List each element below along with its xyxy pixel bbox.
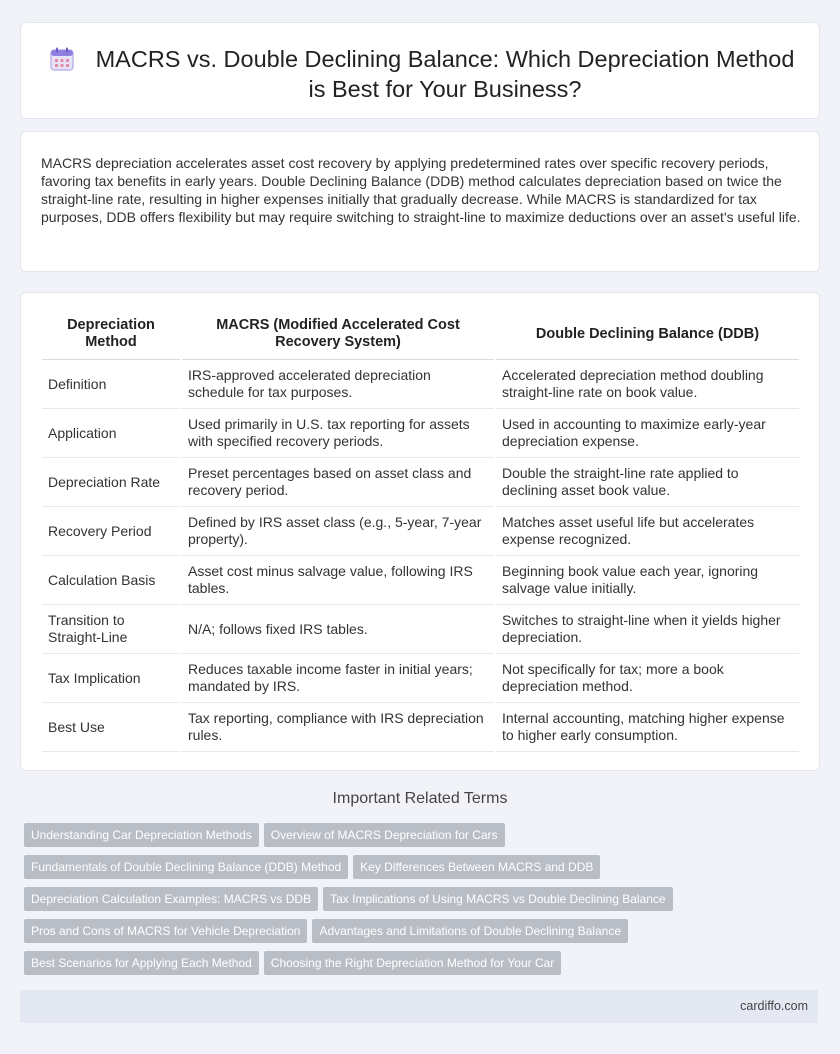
row-label: Application [42,409,181,458]
footer [20,990,818,1023]
related-term-link[interactable]: Pros and Cons of MACRS for Vehicle Depreciation [24,919,307,943]
ddb-cell: Not specifically for tax; more a book depreciation method. [495,654,799,703]
intro-text: MACRS depreciation accelerates asset cost recovery by applying predetermined rates over specific recovery periods, favoring tax benefits in early years. Double Declining Balance (DDB) method calculates depreciation based on twice the straight-line rate, resulting in higher expenses initially that gradually decrease. While MACRS is standardized for tax purposes, DDB offers flexibility but may require switching to straight-line to maximize deductions over an asset's useful life. [41,155,801,225]
ddb-cell: Used in accounting to maximize early-year depreciation expense. [495,409,799,458]
macrs-cell: Used primarily in U.S. tax reporting for assets with specified recovery periods. [181,409,495,458]
macrs-cell: IRS-approved accelerated depreciation schedule for tax purposes. [181,360,495,409]
table-row [42,458,799,507]
comparison-table-card [20,292,820,771]
row-label: Transition to Straight-Line [42,605,181,654]
related-term-link[interactable]: Depreciation Calculation Examples: MACRS vs DDB [24,887,318,911]
intro-card [20,131,820,272]
table-row [42,605,799,654]
ddb-cell: Internal accounting, matching higher expense to higher early consumption. [495,703,799,752]
row-label: Recovery Period [42,507,181,556]
table-row [42,409,799,458]
related-term-link[interactable]: Understanding Car Depreciation Methods [24,823,259,847]
row-label: Depreciation Rate [42,458,181,507]
macrs-cell: Tax reporting, compliance with IRS depreciation rules. [181,703,495,752]
ddb-cell: Switches to straight-line when it yields higher depreciation. [495,605,799,654]
table-header-row [42,309,799,360]
table-row [42,654,799,703]
comparison-table [42,309,799,752]
related-terms-list [24,823,724,983]
related-term-link[interactable]: Advantages and Limitations of Double Declining Balance [312,919,628,943]
row-label: Calculation Basis [42,556,181,605]
related-term-link[interactable]: Overview of MACRS Depreciation for Cars [264,823,505,847]
related-term-link[interactable]: Key Differences Between MACRS and DDB [353,855,600,879]
table-row [42,556,799,605]
related-term-link[interactable]: Choosing the Right Depreciation Method for Your Car [264,951,562,975]
header-method: Depreciation Method [42,309,181,360]
related-term-link[interactable]: Best Scenarios for Applying Each Method [24,951,259,975]
row-label: Best Use [42,703,181,752]
row-label: Definition [42,360,181,409]
table-row [42,360,799,409]
header-macrs: MACRS (Modified Accelerated Cost Recovery System) [181,309,495,360]
header-card [20,22,820,119]
ddb-cell: Beginning book value each year, ignoring salvage value initially. [495,556,799,605]
site-link[interactable]: cardiffo.com [740,999,808,1013]
page-title: MACRS vs. Double Declining Balance: Which Depreciation Method is Best for Your Business? [95,46,795,102]
macrs-cell: Preset percentages based on asset class and recovery period. [181,458,495,507]
related-term-link[interactable]: Fundamentals of Double Declining Balance (DDB) Method [24,855,348,879]
table-row [42,703,799,752]
macrs-cell: Defined by IRS asset class (e.g., 5-year, 7-year property). [181,507,495,556]
table-row [42,507,799,556]
macrs-cell: N/A; follows fixed IRS tables. [181,605,495,654]
header-ddb: Double Declining Balance (DDB) [495,309,799,360]
row-label: Tax Implication [42,654,181,703]
macrs-cell: Asset cost minus salvage value, following IRS tables. [181,556,495,605]
related-terms-title: Important Related Terms [332,790,508,807]
ddb-cell: Matches asset useful life but accelerates expense recognized. [495,507,799,556]
ddb-cell: Accelerated depreciation method doubling straight-line rate on book value. [495,360,799,409]
calendar-icon [49,46,75,72]
related-term-link[interactable]: Tax Implications of Using MACRS vs Double Declining Balance [323,887,672,911]
macrs-cell: Reduces taxable income faster in initial years; mandated by IRS. [181,654,495,703]
ddb-cell: Double the straight-line rate applied to declining asset book value. [495,458,799,507]
